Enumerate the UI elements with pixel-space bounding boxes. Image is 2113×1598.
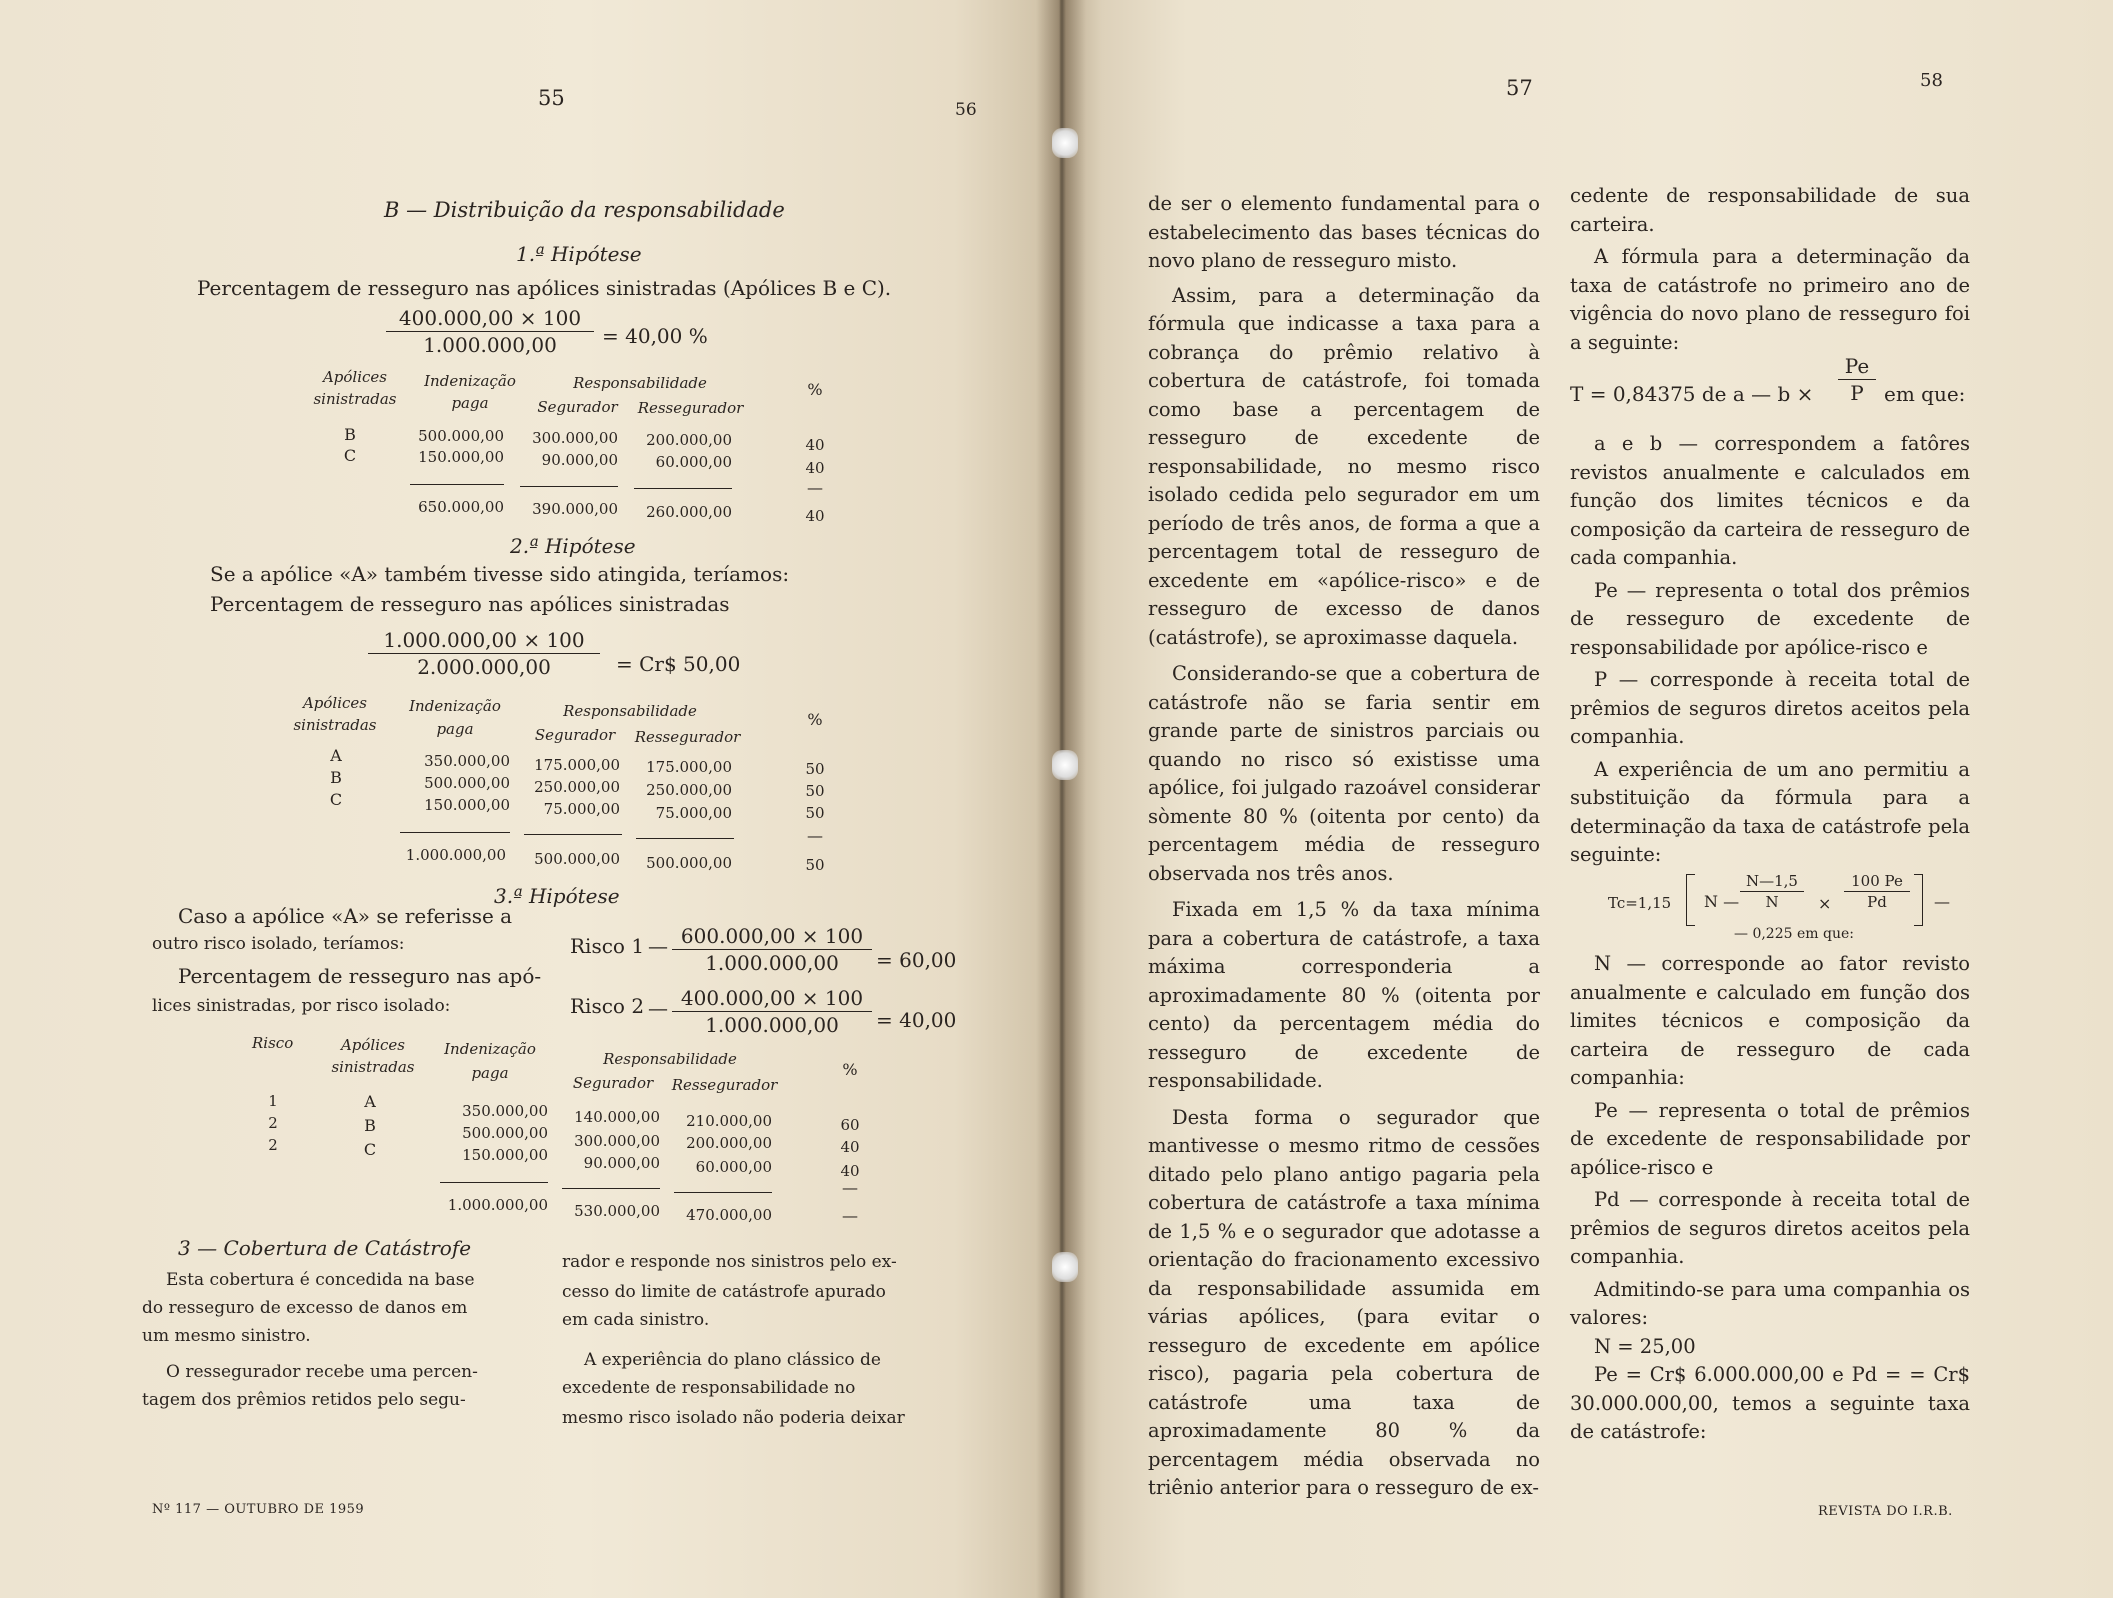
- table-rule: [674, 1192, 772, 1193]
- table-rule: [440, 1182, 548, 1183]
- h3-header-indenizacao: Indenização: [444, 1040, 536, 1058]
- table-rule: [520, 486, 618, 487]
- risco1-dash: —: [648, 934, 668, 958]
- paragraph: a e b — correspondem a fatôres revistos anualmente e calculados em função dos limites técnicos e da composição da carteira de resseguro de cada companhia.: [1570, 432, 1970, 569]
- table-total: 500.000,00: [646, 854, 732, 872]
- table-cell: 50: [805, 782, 825, 800]
- h2-fraction-numerator: 1.000.000,00 × 100: [368, 628, 600, 654]
- h3-header-paga: paga: [471, 1064, 509, 1082]
- risco2-result: = 40,00: [876, 1008, 957, 1032]
- h3-text2a: Percentagem de resseguro nas apó-: [178, 964, 542, 988]
- table-cell: 40: [840, 1162, 860, 1180]
- h2-header-sinistradas: sinistradas: [293, 716, 377, 734]
- table-total: 390.000,00: [532, 500, 618, 518]
- section-b-title: B — Distribuição da responsabilidade: [384, 198, 785, 222]
- h3-header-sinistradas: sinistradas: [331, 1058, 415, 1076]
- risco1-numerator: 600.000,00 × 100: [672, 924, 872, 950]
- h1-fraction-numerator: 400.000,00 × 100: [386, 306, 594, 332]
- table-cell: 50: [805, 804, 825, 822]
- text-line: excedente de responsabilidade no: [562, 1378, 856, 1398]
- formula1-fraction: [1838, 354, 1876, 405]
- h2-header-paga: paga: [436, 720, 474, 738]
- h3-text1a: Caso a apólice «A» se referisse a: [178, 904, 513, 928]
- risco2-label: Risco 2: [570, 994, 645, 1018]
- h2-title: 2.ª Hipótese: [510, 534, 636, 558]
- text-line: A experiência do plano clássico de: [584, 1350, 881, 1370]
- paragraph: Fixada em 1,5 % da taxa mínima para a cobertura de catástrofe, a taxa máxima corresponderia a aproximadamente 80 % (oitenta por cento) da percentagem média do resseguro de excedente de responsabilidade.: [1148, 898, 1540, 1092]
- table-cell: 2: [268, 1136, 278, 1154]
- h3-header-ressegurador: Ressegurador: [671, 1076, 778, 1094]
- risco1-fraction: [672, 924, 872, 975]
- h3-header-responsabilidade: Responsabilidade: [603, 1050, 737, 1068]
- table-cell: 300.000,00: [532, 429, 618, 447]
- page-number-56: 56: [955, 100, 977, 120]
- h1-result: = 40,00 %: [602, 324, 708, 348]
- formula2-den2: Pd: [1867, 893, 1887, 911]
- table-cell: 210.000,00: [686, 1112, 772, 1130]
- risco1-label: Risco 1: [570, 934, 645, 958]
- h2-header-segurador: Segurador: [534, 726, 616, 744]
- h2-line2: Percentagem de resseguro nas apólices sinistradas: [210, 592, 730, 616]
- table-cell: 40: [805, 436, 825, 454]
- table-cell: 50: [805, 760, 825, 778]
- h2-result: = Cr$ 50,00: [616, 652, 741, 676]
- paragraph: Desta forma o segurador que mantivesse o mesmo ritmo de cessões ditado pelo plano antigo pagaria pela cobertura de catástrofe a taxa mínima de 1,5 % e o segurador que adotasse a orientação do fracionamento excessivo da responsabilidade assumida em várias apólices, (para evitar o resseguro de excedente em apólice risco), pagaria pela cobertura de catástrofe uma taxa de aproximadamente 80 % da percentagem média observada no triênio anterior para o resseguro de ex-: [1148, 1105, 1540, 1499]
- text-line: mesmo risco isolado não poderia deixar: [562, 1408, 905, 1428]
- h2-header-pct: %: [807, 710, 823, 729]
- table-cell: B: [344, 425, 356, 444]
- risco2-denominator: 1.000.000,00: [705, 1013, 839, 1037]
- table-cell: 500.000,00: [462, 1124, 548, 1142]
- h1-header-ressegurador: Ressegurador: [637, 399, 744, 417]
- table-cell: 140.000,00: [574, 1108, 660, 1126]
- table-cell: A: [330, 746, 342, 765]
- table-dash: —: [807, 478, 823, 497]
- text-line: em cada sinistro.: [562, 1310, 710, 1330]
- formula2-fraction1: [1740, 872, 1804, 911]
- page58-column-mid: [1570, 430, 1970, 870]
- table-cell: 40: [840, 1138, 860, 1156]
- table-cell: 200.000,00: [686, 1134, 772, 1152]
- risco2-numerator: 400.000,00 × 100: [672, 986, 872, 1012]
- h1-header-sinistradas: sinistradas: [313, 390, 397, 408]
- formula2-bracket-right: [1914, 874, 1923, 926]
- table-rule: [524, 834, 622, 835]
- paragraph: Pe — representa o total dos prêmios de resseguro de excedente de responsabilidade por apólice-risco e: [1570, 578, 1970, 659]
- h3-text2b: lices sinistradas, por risco isolado:: [152, 996, 451, 1016]
- table-total: 530.000,00: [574, 1202, 660, 1220]
- h1-title: 1.ª Hipótese: [516, 242, 642, 266]
- table-cell: 2: [268, 1114, 278, 1132]
- table-cell: 175.000,00: [646, 758, 732, 776]
- book-gutter: [1036, 0, 1086, 1598]
- paragraph: Pd — corresponde à receita total de prêmios de seguros diretos aceitos pela companhia.: [1570, 1188, 1970, 1268]
- table-total: 260.000,00: [646, 503, 732, 521]
- text-line: rador e responde nos sinistros pelo ex-: [562, 1252, 897, 1272]
- page-number-58: 58: [1920, 70, 1943, 91]
- table-total: 1.000.000,00: [405, 846, 506, 864]
- page57-column: [1148, 190, 1540, 1503]
- risco2-dash: —: [648, 996, 668, 1020]
- table-total: 40: [805, 507, 825, 525]
- text-line: um mesmo sinistro.: [142, 1326, 311, 1346]
- table-cell: 1: [268, 1092, 278, 1110]
- formula2-tc: Tc=1,15: [1608, 894, 1672, 912]
- table-cell: B: [330, 768, 342, 787]
- paragraph: Pe — representa o total de prêmios de excedente de responsabilidade por apólice-risco e: [1570, 1098, 1970, 1179]
- h1-header-paga: paga: [451, 394, 489, 412]
- formula1-numerator: Pe: [1838, 354, 1876, 380]
- table-cell: 500.000,00: [424, 774, 510, 792]
- h3-text1b: outro risco isolado, teríamos:: [152, 934, 405, 954]
- table-cell: 60: [840, 1116, 860, 1134]
- table-cell: 150.000,00: [418, 448, 504, 466]
- h2-header-ressegurador: Ressegurador: [634, 728, 741, 746]
- page58-column-bottom: [1570, 950, 1970, 1447]
- paragraph: N — corresponde ao fator revisto anualmente e calculado em função dos limites técnicos e composição da carteira de resseguro de cada companhia:: [1570, 952, 1970, 1089]
- formula2-fraction2: [1844, 872, 1910, 911]
- formula2-den1: N: [1765, 893, 1779, 911]
- risco2-fraction: [672, 986, 872, 1037]
- h1-header-indenizacao: Indenização: [424, 372, 516, 390]
- h1-fraction-denominator: 1.000.000,00: [423, 333, 557, 357]
- footer-right: REVISTA DO I.R.B.: [1818, 1504, 1953, 1519]
- page-number-57: 57: [1506, 76, 1533, 100]
- h2-header-apolices: Apólices: [302, 694, 368, 712]
- h3-header-apolices: Apólices: [340, 1036, 406, 1054]
- page58-column: [1570, 182, 1970, 357]
- table-cell: C: [329, 790, 343, 809]
- h2-fraction: [368, 628, 600, 679]
- table-cell: 350.000,00: [424, 752, 510, 770]
- paragraph: A fórmula para a determinação da taxa de catástrofe no primeiro ano de vigência do novo plano de resseguro foi a seguinte:: [1570, 245, 1970, 354]
- table-dash: —: [807, 826, 823, 845]
- formula2-tail: — 0,225 em que:: [1734, 926, 1854, 942]
- table-cell: 150.000,00: [424, 796, 510, 814]
- footer-left: Nº 117 — OUTUBRO DE 1959: [152, 1502, 365, 1517]
- formula2-num2: 100 Pe: [1844, 872, 1910, 892]
- text-line: do resseguro de excesso de danos em: [142, 1298, 468, 1318]
- table-cell: 250.000,00: [534, 778, 620, 796]
- table-cell: 40: [805, 459, 825, 477]
- table-dash: —: [842, 1206, 858, 1225]
- h1-header-apolices: Apólices: [322, 368, 388, 386]
- table-cell: C: [343, 446, 357, 465]
- binding-stitch: [1052, 128, 1078, 158]
- table-cell: 60.000,00: [655, 453, 732, 471]
- h1-header-responsabilidade: Responsabilidade: [573, 374, 707, 392]
- paragraph: N = 25,00: [1594, 1334, 1696, 1358]
- text-line: tagem dos prêmios retidos pelo segu-: [142, 1390, 466, 1410]
- h2-header-indenizacao: Indenização: [409, 697, 501, 715]
- h2-line1: Se a apólice «A» também tivesse sido atingida, teríamos:: [210, 562, 790, 586]
- table-total: 50: [805, 856, 825, 874]
- table-cell: 500.000,00: [418, 427, 504, 445]
- section3-title: 3 — Cobertura de Catástrofe: [178, 1236, 472, 1260]
- h1-header-segurador: Segurador: [537, 398, 618, 416]
- formula2-n: N —: [1704, 892, 1740, 911]
- table-cell: 200.000,00: [646, 431, 732, 449]
- table-total: 470.000,00: [686, 1206, 772, 1224]
- table-rule: [636, 838, 734, 839]
- h3-header-risco: Risco: [252, 1034, 294, 1052]
- table-total: 500.000,00: [534, 850, 620, 868]
- table-rule: [410, 484, 504, 485]
- h2-fraction-denominator: 2.000.000,00: [417, 655, 551, 679]
- paragraph: Admitindo-se para uma companhia os valores:: [1570, 1277, 1970, 1329]
- h3-header-segurador: Segurador: [572, 1074, 654, 1092]
- formula2-dash: —: [1934, 892, 1950, 911]
- paragraph: de ser o elemento fundamental para o estabelecimento das bases técnicas do novo plano de resseguro misto.: [1148, 192, 1540, 272]
- table-cell: 60.000,00: [695, 1158, 772, 1176]
- table-cell: 90.000,00: [583, 1154, 660, 1172]
- page-number-55: 55: [538, 86, 565, 110]
- table-cell: A: [364, 1092, 376, 1111]
- table-rule: [562, 1188, 660, 1189]
- formula2-bracket-left: [1686, 874, 1695, 926]
- text-line: cesso do limite de catástrofe apurado: [562, 1282, 886, 1302]
- formula1-denominator: P: [1850, 381, 1864, 405]
- table-cell: C: [363, 1140, 377, 1159]
- table-rule: [634, 488, 732, 489]
- table-cell: 175.000,00: [534, 756, 620, 774]
- table-cell: 300.000,00: [574, 1132, 660, 1150]
- h1-fraction: [386, 306, 594, 357]
- formula1-right: em que:: [1884, 382, 1966, 406]
- paragraph: Considerando-se que a cobertura de catástrofe não se faria sentir em grande parte de sinistros parciais ou quando no risco só existisse uma apólice, foi julgado razoável considerar sòmente 80 % (oitenta por cento) da percentagem média de resseguro observada nos três anos.: [1148, 662, 1540, 885]
- table-cell: 150.000,00: [462, 1146, 548, 1164]
- formula2-num1: N—1,5: [1740, 872, 1804, 892]
- paragraph: cedente de responsabilidade de sua carteira.: [1570, 184, 1970, 236]
- h2-header-responsabilidade: Responsabilidade: [563, 702, 697, 720]
- h3-header-pct: %: [842, 1060, 858, 1079]
- text-line: O ressegurador recebe uma percen-: [166, 1362, 478, 1382]
- text-line: Esta cobertura é concedida na base: [166, 1270, 475, 1290]
- h1-header-pct: %: [807, 380, 823, 399]
- paragraph: Pe = Cr$ 6.000.000,00 e Pd = = Cr$ 30.000.000,00, temos a seguinte taxa de catástrofe:: [1570, 1363, 1970, 1443]
- table-cell: 250.000,00: [646, 781, 732, 799]
- table-rule: [400, 832, 510, 833]
- binding-stitch: [1052, 1252, 1078, 1282]
- table-total: 650.000,00: [418, 498, 504, 516]
- h1-statement: Percentagem de resseguro nas apólices sinistradas (Apólices B e C).: [197, 276, 892, 300]
- h3-title: 3.ª Hipótese: [494, 884, 620, 908]
- risco1-denominator: 1.000.000,00: [705, 951, 839, 975]
- formula2-times: ×: [1818, 894, 1832, 913]
- table-cell: 350.000,00: [462, 1102, 548, 1120]
- paragraph: A experiência de um ano permitiu a substituição da fórmula para a determinação da taxa de catástrofe pela seguinte:: [1570, 757, 1970, 866]
- binding-stitch: [1052, 750, 1078, 780]
- table-cell: 75.000,00: [543, 800, 620, 818]
- table-cell: B: [364, 1116, 376, 1135]
- formula1-left: T = 0,84375 de a — b ×: [1570, 382, 1814, 406]
- risco1-result: = 60,00: [876, 948, 957, 972]
- paragraph: P — corresponde à receita total de prêmios de seguros diretos aceitos pela companhia.: [1570, 668, 1970, 748]
- table-cell: 90.000,00: [541, 451, 618, 469]
- table-cell: 75.000,00: [655, 804, 732, 822]
- paragraph: Assim, para a determinação da fórmula que indicasse a taxa para a cobrança do prêmio relativo à cobertura de catástrofe, foi tomada como base a percentagem de resseguro de excedente de responsabilidade, no mesmo risco isolado cedida pelo segurador em um período de três anos, de forma a que a percentagem total de resseguro de excedente em «apólice-risco» e de resseguro de excesso de danos (catástrofe), se aproximasse daquela.: [1148, 283, 1540, 649]
- table-total: 1.000.000,00: [447, 1196, 548, 1214]
- table-dash: —: [842, 1178, 858, 1197]
